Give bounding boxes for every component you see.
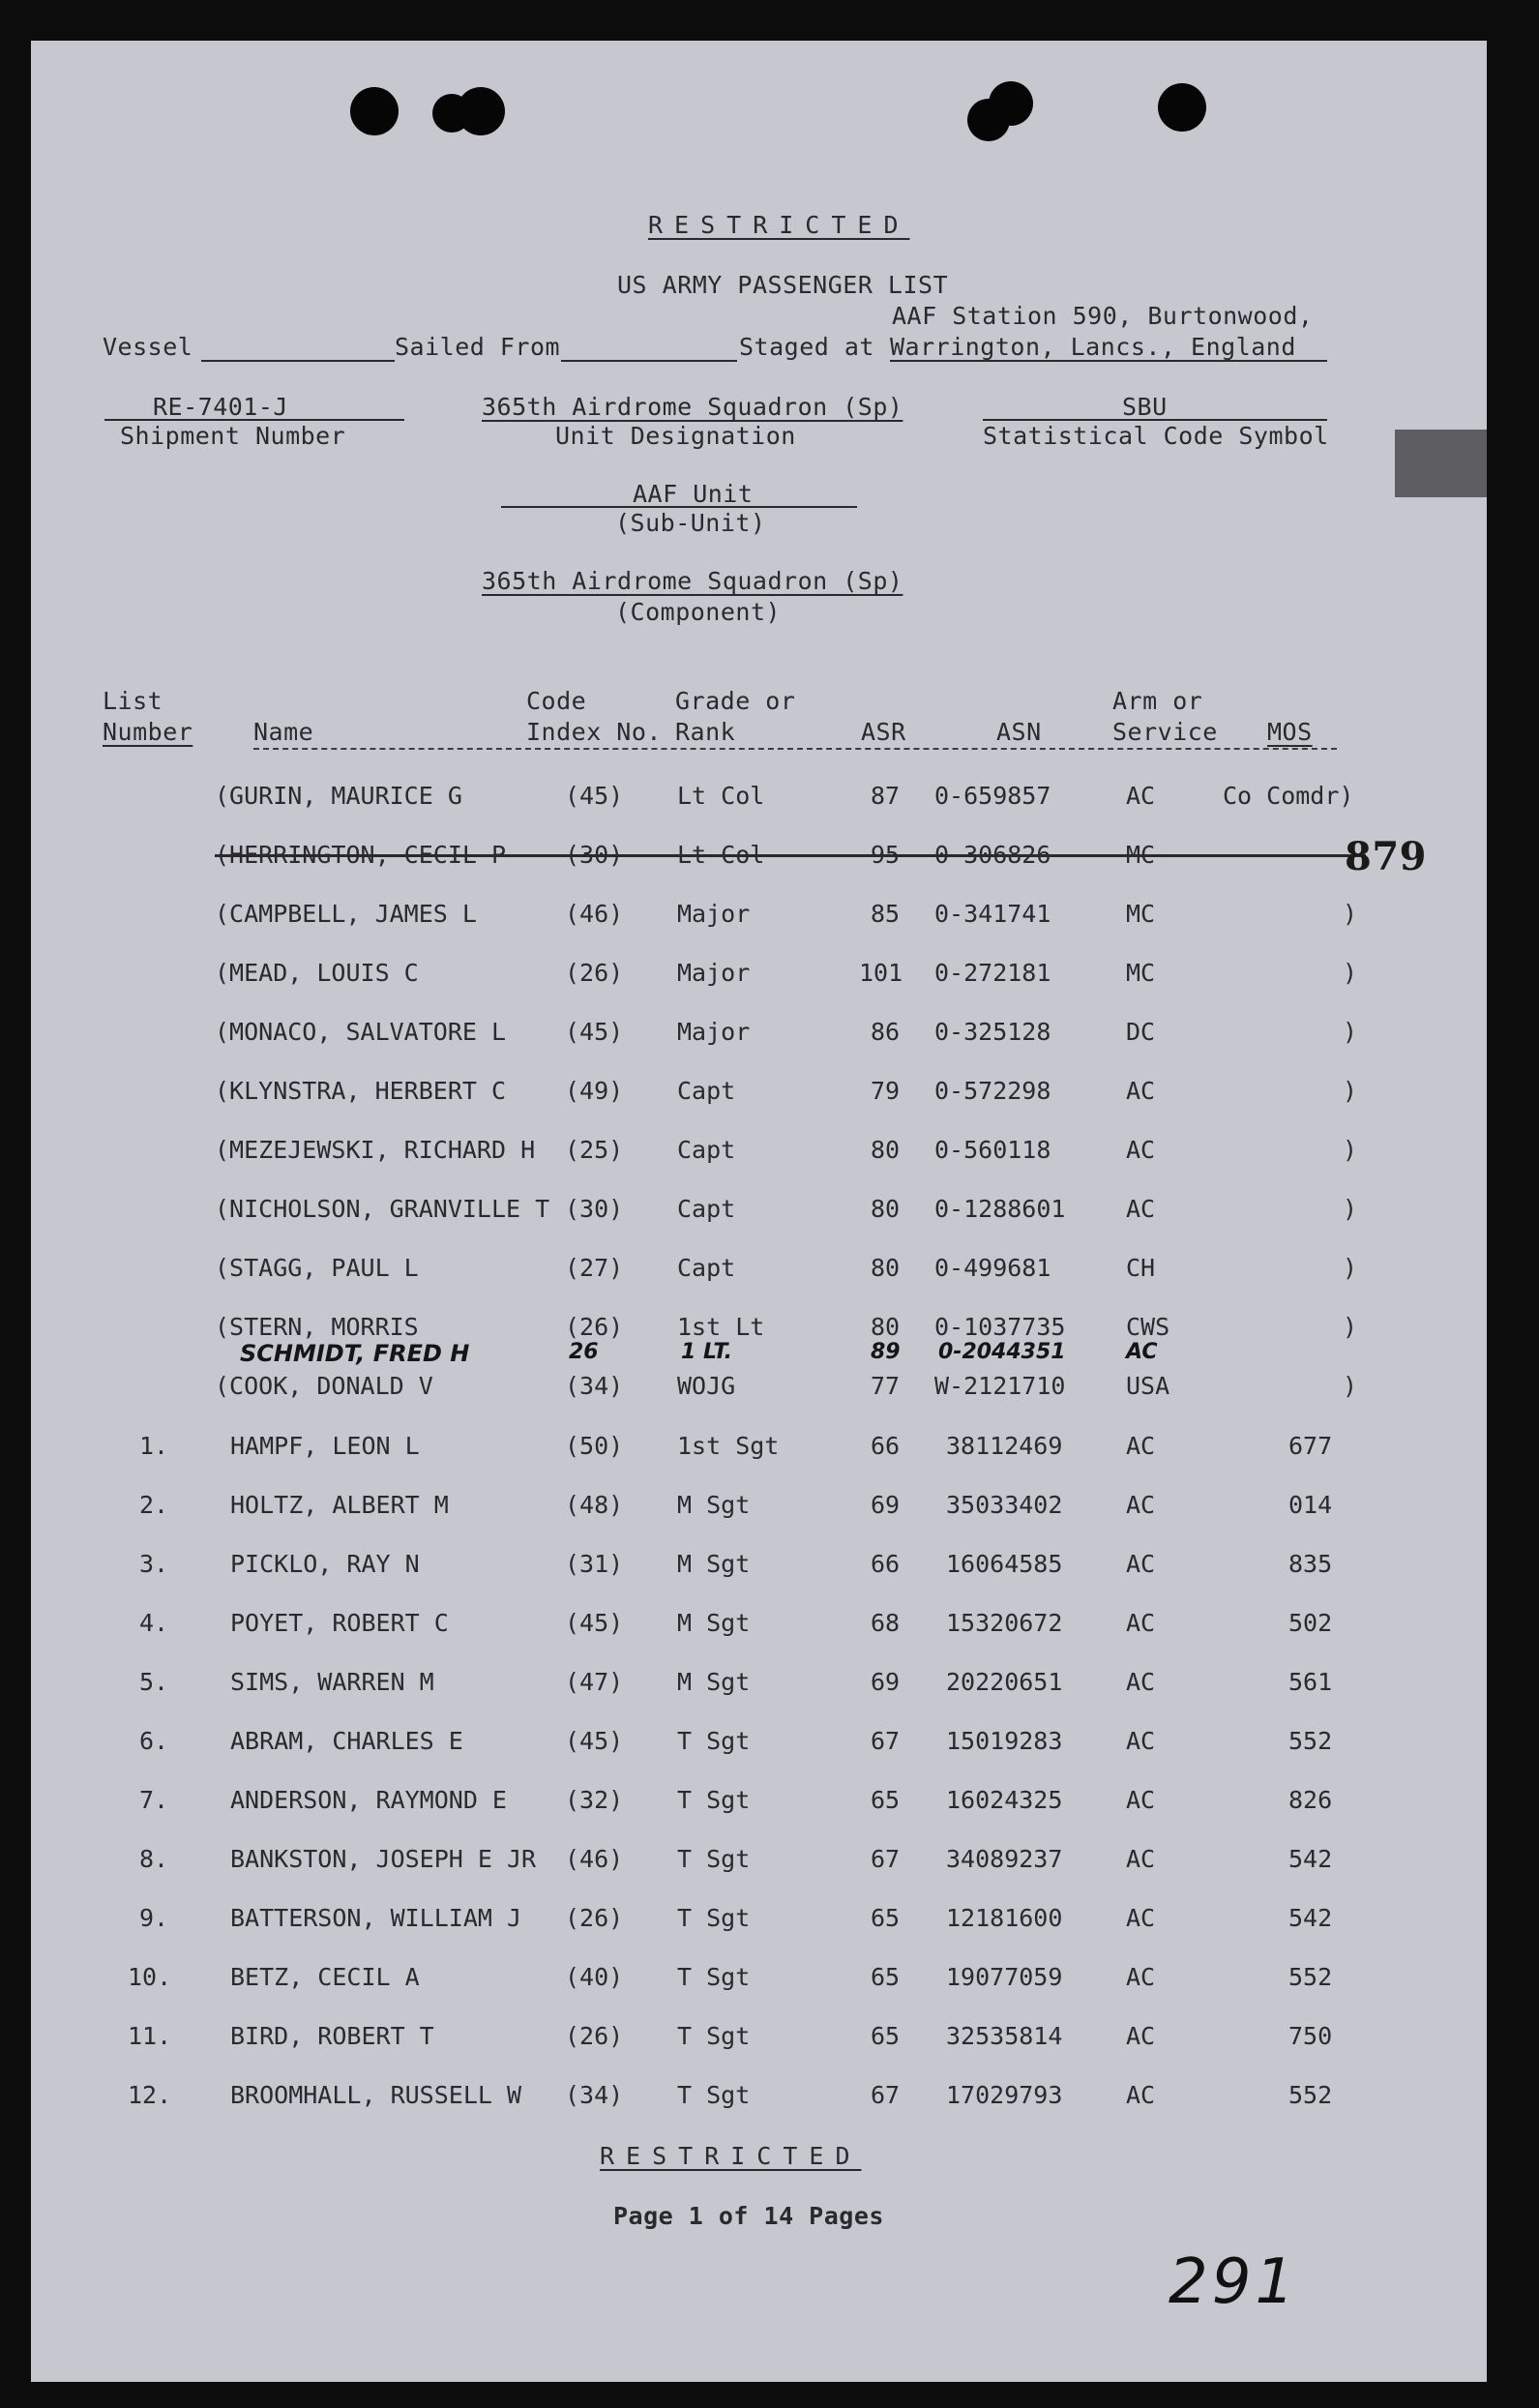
table-row [31,1904,1487,1941]
arm-cell: AC [1126,2081,1156,2109]
asr-cell: 66 [871,1550,901,1578]
station-line: AAF Station 590, Burtonwood, [892,302,1314,330]
name-cell: BETZ, CECIL A [230,1963,420,1991]
table-row [31,959,1487,996]
code-cell: (25) [565,1136,624,1164]
code-cell: (46) [565,900,624,928]
arm-cell: AC [1126,1845,1156,1873]
asn-cell: 0-341741 [934,900,1051,928]
staged-underline [890,360,1327,362]
table-row [31,841,1487,877]
col-asr: ASR [861,718,906,746]
rank-cell: Capt [677,1254,736,1282]
arm-cell: CWS [1126,1313,1170,1341]
col-grade: Rank [675,718,736,746]
rank-cell: T Sgt [677,1904,751,1932]
code-cell: (48) [565,1491,624,1519]
arm-cell: AC [1126,1136,1156,1164]
code-cell: (50) [565,1432,624,1460]
arm-cell: AC [1126,1609,1156,1637]
mos-cell: 552 [1288,1963,1333,1991]
name-cell: BROOMHALL, RUSSELL W [230,2081,522,2109]
rank-cell: T Sgt [677,2081,751,2109]
name-cell: (MONACO, SALVATORE L [215,1018,507,1046]
punch-hole [457,87,505,135]
list-title: US ARMY PASSENGER LIST [617,271,949,299]
mos-cell: ) [1343,1313,1358,1341]
asn-cell: 32535814 [946,2022,1063,2050]
table-row [31,1077,1487,1114]
rank-cell: Capt [677,1077,736,1105]
name-cell: (NICHOLSON, GRANVILLE T [215,1195,550,1223]
name-cell: (KLYNSTRA, HERBERT C [215,1077,507,1105]
asr-cell: 67 [871,1845,901,1873]
asn-cell: 0-560118 [934,1136,1051,1164]
stamp-number: 879 [1345,834,1427,879]
table-row [31,1018,1487,1055]
table-row [31,900,1487,936]
sailed-label: Sailed From [395,333,561,361]
asr-cell: 69 [871,1491,901,1519]
table-row [31,782,1487,818]
handwritten-code: 26 [569,1340,599,1364]
asr-cell: 69 [871,1668,901,1696]
mos-cell: 750 [1288,2022,1333,2050]
code-cell: (34) [565,1372,624,1400]
handwritten-arm: AC [1126,1340,1158,1364]
sub-unit-underline [501,506,857,508]
asn-cell: 20220651 [946,1668,1063,1696]
asn-cell: 34089237 [946,1845,1063,1873]
code-cell: (30) [565,841,624,869]
list-number-cell: 8. [139,1845,169,1873]
code-cell: (26) [565,1313,624,1341]
asr-cell: 65 [871,1904,901,1932]
code-cell: (40) [565,1963,624,1991]
asn-cell: 0-1037735 [934,1313,1066,1341]
rank-cell: T Sgt [677,1845,751,1873]
unit-label: Unit Designation [555,422,796,450]
asn-cell: 0-306826 [934,841,1051,869]
rank-cell: Capt [677,1136,736,1164]
asn-cell: 0-325128 [934,1018,1051,1046]
arm-cell: AC [1126,1550,1156,1578]
shipment-label: Shipment Number [120,422,346,450]
table-row [31,2022,1487,2059]
name-cell: BATTERSON, WILLIAM J [230,1904,522,1932]
staged-value: Warrington, Lancs., England [890,333,1296,361]
stat-code-underline [983,419,1327,421]
rank-cell: M Sgt [677,1550,751,1578]
name-cell: (STAGG, PAUL L [215,1254,419,1282]
arm-cell: AC [1126,1668,1156,1696]
col-code: Code [526,687,587,715]
arm-cell: AC [1126,1195,1156,1223]
sailed-blank [561,360,737,362]
name-cell: SIMS, WARREN M [230,1668,434,1696]
handwritten-name: SCHMIDT, FRED H [240,1340,470,1367]
document-page [31,41,1487,2382]
rank-cell: T Sgt [677,2022,751,2050]
list-number-cell: 4. [139,1609,169,1637]
mos-cell: ) [1343,1077,1358,1105]
name-cell: HAMPF, LEON L [230,1432,420,1460]
stat-code: SBU [1122,393,1168,421]
handwritten-page-number: 291 [1169,2246,1299,2318]
mos-cell: ) [1343,1372,1358,1400]
arm-cell: AC [1126,782,1156,810]
table-row [31,1668,1487,1705]
list-number-cell: 11. [128,2022,172,2050]
list-number-cell: 9. [139,1904,169,1932]
arm-cell: AC [1126,1077,1156,1105]
strikethrough-line [215,854,1366,857]
restricted-bottom: RESTRICTED [600,2142,862,2170]
restricted-top: RESTRICTED [648,211,910,239]
mos-cell: ) [1343,959,1358,987]
arm-cell: AC [1126,1963,1156,1991]
mos-cell: 502 [1288,1609,1333,1637]
name-cell: (MEZEJEWSKI, RICHARD H [215,1136,536,1164]
mos-cell: 826 [1288,1786,1333,1814]
code-cell: (45) [565,1727,624,1755]
name-cell: PICKLO, RAY N [230,1550,420,1578]
punch-hole [1158,83,1206,132]
table-row [31,1432,1487,1469]
mos-cell: 677 [1288,1432,1333,1460]
code-cell: (34) [565,2081,624,2109]
table-row [31,1195,1487,1232]
rank-cell: T Sgt [677,1963,751,1991]
asn-cell: 35033402 [946,1491,1063,1519]
code-cell: (31) [565,1550,624,1578]
arm-cell: MC [1126,959,1156,987]
code-cell: (49) [565,1077,624,1105]
unit-designation: 365th Airdrome Squadron (Sp) [482,393,903,421]
rank-cell: Capt [677,1195,736,1223]
side-tab-marker [1395,430,1487,497]
header-rule [253,748,1337,750]
stat-code-label: Statistical Code Symbol [983,422,1329,450]
handwritten-asr: 89 [871,1340,901,1364]
asn-cell: 0-572298 [934,1077,1051,1105]
table-row [31,1609,1487,1646]
code-cell: (47) [565,1668,624,1696]
asr-cell: 65 [871,1786,901,1814]
asr-cell: 86 [871,1018,901,1046]
sub-unit: AAF Unit [633,480,754,508]
code-cell: (45) [565,1609,624,1637]
table-row [31,1845,1487,1882]
shipment-underline [104,419,404,421]
asn-cell: 16024325 [946,1786,1063,1814]
asr-cell: 87 [871,782,901,810]
asn-cell: 15320672 [946,1609,1063,1637]
list-number-cell: 2. [139,1491,169,1519]
table-row [31,1136,1487,1173]
code-cell: (30) [565,1195,624,1223]
name-cell: (MEAD, LOUIS C [215,959,419,987]
arm-cell: AC [1126,2022,1156,2050]
asn-cell: 16064585 [946,1550,1063,1578]
arm-cell: AC [1126,1786,1156,1814]
code-cell: (45) [565,782,624,810]
col-list-number: List [103,687,163,715]
code-cell: (26) [565,959,624,987]
asr-cell: 80 [871,1254,901,1282]
asn-cell: 17029793 [946,2081,1063,2109]
table-row [31,1727,1487,1764]
name-cell: (CAMPBELL, JAMES L [215,900,477,928]
asr-cell: 101 [859,959,903,987]
name-cell: HOLTZ, ALBERT M [230,1491,449,1519]
mos-cell: ) [1343,1195,1358,1223]
table-row [31,1491,1487,1528]
arm-cell: AC [1126,1904,1156,1932]
asn-cell: 15019283 [946,1727,1063,1755]
arm-cell: AC [1126,1491,1156,1519]
asr-cell: 85 [871,900,901,928]
col-name: Name [253,718,314,746]
arm-cell: MC [1126,900,1156,928]
name-cell: ABRAM, CHARLES E [230,1727,463,1755]
asn-cell: 0-659857 [934,782,1051,810]
mos-cell: 835 [1288,1550,1333,1578]
asn-cell: 19077059 [946,1963,1063,1991]
mos-cell: 552 [1288,1727,1333,1755]
name-cell: POYET, ROBERT C [230,1609,449,1637]
rank-cell: M Sgt [677,1609,751,1637]
asn-cell: 0-1288601 [934,1195,1066,1223]
list-number-cell: 1. [139,1432,169,1460]
asn-cell: 0-499681 [934,1254,1051,1282]
name-cell: (GURIN, MAURICE G [215,782,462,810]
col-mos: MOS [1267,718,1313,746]
mos-cell: 552 [1288,2081,1333,2109]
mos-cell: 542 [1288,1845,1333,1873]
rank-cell: 1st Lt [677,1313,765,1341]
name-cell: BANKSTON, JOSEPH E JR [230,1845,537,1873]
name-cell: ANDERSON, RAYMOND E [230,1786,507,1814]
name-cell: (HERRINGTON, CECIL P [215,841,507,869]
asn-cell: 12181600 [946,1904,1063,1932]
rank-cell: T Sgt [677,1786,751,1814]
rank-cell: 1st Sgt [677,1432,780,1460]
vessel-label: Vessel [103,333,193,361]
mos-cell: ) [1343,1254,1358,1282]
col-grade: Grade or [675,687,796,715]
rank-cell: Major [677,1018,751,1046]
list-number-cell: 6. [139,1727,169,1755]
col-list-number: Number [103,718,193,746]
component: 365th Airdrome Squadron (Sp) [482,567,903,595]
mos-cell: Co Comdr) [1223,782,1354,810]
table-row [31,1372,1487,1409]
arm-cell: CH [1126,1254,1156,1282]
rank-cell: Major [677,900,751,928]
list-number-cell: 3. [139,1550,169,1578]
asr-cell: 95 [871,841,901,869]
asr-cell: 68 [871,1609,901,1637]
arm-cell: AC [1126,1727,1156,1755]
list-number-cell: 12. [128,2081,172,2109]
asr-cell: 67 [871,2081,901,2109]
name-cell: (COOK, DONALD V [215,1372,433,1400]
mos-cell: ) [1343,900,1358,928]
arm-cell: AC [1126,1432,1156,1460]
list-number-cell: 10. [128,1963,172,1991]
table-row [31,2081,1487,2118]
asr-cell: 67 [871,1727,901,1755]
mos-cell: ) [1343,1136,1358,1164]
rank-cell: WOJG [677,1372,736,1400]
arm-cell: DC [1126,1018,1156,1046]
rank-cell: T Sgt [677,1727,751,1755]
code-cell: (32) [565,1786,624,1814]
list-number-cell: 7. [139,1786,169,1814]
table-row [31,1254,1487,1291]
asn-cell: 0-272181 [934,959,1051,987]
mos-cell: 561 [1288,1668,1333,1696]
col-code: Index No. [526,718,662,746]
col-asn: ASN [996,718,1042,746]
code-cell: (26) [565,1904,624,1932]
table-row [31,1550,1487,1587]
code-cell: (45) [565,1018,624,1046]
code-cell: (27) [565,1254,624,1282]
col-arm: Arm or [1112,687,1203,715]
sub-unit-label: (Sub-Unit) [615,509,766,537]
asr-cell: 65 [871,2022,901,2050]
rank-cell: Lt Col [677,782,765,810]
asr-cell: 80 [871,1195,901,1223]
page-info: Page 1 of 14 Pages [613,2202,884,2230]
table-row [31,1963,1487,2000]
asr-cell: 66 [871,1432,901,1460]
asr-cell: 77 [871,1372,901,1400]
punch-hole [350,87,399,135]
vessel-blank [201,360,395,362]
component-label: (Component) [615,598,782,626]
asr-cell: 80 [871,1313,901,1341]
rank-cell: M Sgt [677,1668,751,1696]
rank-cell: Lt Col [677,841,765,869]
name-cell: (STERN, MORRIS [215,1313,419,1341]
mos-cell: 542 [1288,1904,1333,1932]
rank-cell: Major [677,959,751,987]
code-cell: (46) [565,1845,624,1873]
asr-cell: 65 [871,1963,901,1991]
shipment-number: RE-7401-J [153,393,288,421]
code-cell: (26) [565,2022,624,2050]
punch-hole [989,81,1033,126]
arm-cell: USA [1126,1372,1170,1400]
asr-cell: 80 [871,1136,901,1164]
mos-cell: 014 [1288,1491,1333,1519]
handwritten-asn: 0-2044351 [938,1340,1066,1364]
table-row [31,1786,1487,1823]
asr-cell: 79 [871,1077,901,1105]
rank-cell: M Sgt [677,1491,751,1519]
staged-label: Staged at [739,333,874,361]
asn-cell: W-2121710 [934,1372,1066,1400]
list-number-cell: 5. [139,1668,169,1696]
asn-cell: 38112469 [946,1432,1063,1460]
arm-cell: MC [1126,841,1156,869]
mos-cell: ) [1343,1018,1358,1046]
handwritten-rank: 1 LT. [681,1340,732,1364]
col-arm: Service [1112,718,1218,746]
name-cell: BIRD, ROBERT T [230,2022,434,2050]
